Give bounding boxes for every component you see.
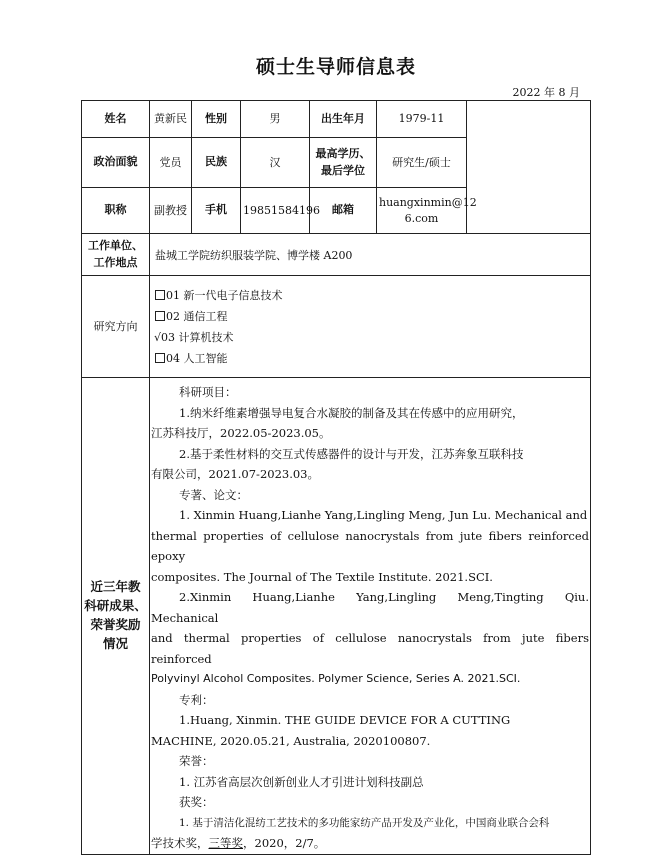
ethnicity-label: 民族 bbox=[192, 138, 241, 188]
research-option bbox=[152, 306, 588, 327]
research-option bbox=[152, 285, 588, 306]
education-value: 研究生/硕士 bbox=[377, 138, 467, 188]
paper-2-line1: 2.Xinmin Huang,Lianhe Yang,Lingling Meng,Tingting Qiu. Mechanical bbox=[151, 590, 589, 625]
patent-1-line1: 1.Huang, Xinmin. THE GUIDE DEVICE FOR A CUTTING bbox=[179, 713, 511, 727]
award-1-line1: 1. 基于清洁化混纺工艺技术的多功能家纺产品开发及产业化，中国商业联合会科 bbox=[179, 816, 550, 829]
email-line1: huangxinmin@12 bbox=[379, 196, 477, 210]
phone-label: 手机 bbox=[192, 188, 241, 234]
research-label: 研究方向 bbox=[82, 276, 150, 378]
awards-heading: 获奖： bbox=[179, 795, 214, 809]
name-label: 姓名 bbox=[82, 101, 150, 138]
award-level: 三等奖 bbox=[208, 836, 243, 850]
honor-1: 1. 江苏省高层次创新创业人才引进计划科技副总 bbox=[179, 774, 424, 789]
checkbox-empty-icon bbox=[155, 353, 165, 363]
patent-1-line2: MACHINE, 2020.05.21, Australia, 2020100807. bbox=[151, 733, 431, 748]
research-option-text: 01 新一代电子信息技术 bbox=[166, 288, 283, 302]
achievements-label-line3: 荣誉奖励 bbox=[90, 616, 141, 632]
workplace-label-line1: 工作单位、 bbox=[88, 239, 143, 252]
education-label bbox=[310, 138, 377, 188]
research-option-text: 04 人工智能 bbox=[166, 351, 228, 365]
document-title: 硕士生导师信息表 bbox=[255, 56, 416, 78]
gender-label: 性别 bbox=[192, 101, 241, 138]
title-value: 副教授 bbox=[150, 188, 192, 234]
gender-value: 男 bbox=[241, 101, 310, 138]
project-1-line2: 江苏科技厅，2022.05-2023.05。 bbox=[151, 426, 331, 440]
checkbox-empty-icon bbox=[155, 290, 165, 300]
paper-2-line2: and thermal properties of cellulose nanocrystals from jute fibers reinforced bbox=[151, 631, 589, 666]
papers-heading: 专著、论文： bbox=[179, 487, 248, 502]
paper-1-line1: 1. Xinmin Huang,Lianhe Yang,Lingling Meng, Jun Lu. Mechanical and bbox=[179, 508, 588, 522]
advisor-info-table bbox=[81, 100, 591, 855]
research-option bbox=[152, 348, 588, 369]
ethnicity-value: 汉 bbox=[241, 138, 310, 188]
document-date: 2022 年 8 月 bbox=[512, 86, 580, 99]
achievements-content bbox=[150, 378, 591, 855]
project-1-line1: 1.纳米纤维素增强导电复合水凝胶的制备及其在传感中的应用研究， bbox=[179, 405, 524, 420]
research-option-text: 03 计算机技术 bbox=[161, 330, 234, 344]
projects-heading: 科研项目： bbox=[179, 385, 237, 399]
achievements-label-line4: 情况 bbox=[102, 635, 128, 651]
award-1-text: 学技术奖， bbox=[151, 836, 209, 850]
award-1-tail: ，2020，2/7。 bbox=[243, 836, 326, 850]
politics-value: 党员 bbox=[150, 138, 192, 188]
email-line2: 6.com bbox=[404, 211, 439, 225]
achievements-label-line2: 科研成果、 bbox=[84, 598, 147, 613]
achievements-label-line1: 近三年教 bbox=[90, 579, 141, 595]
patents-heading: 专利： bbox=[179, 692, 214, 707]
email-value bbox=[377, 188, 477, 234]
workplace-label-line2: 工作地点 bbox=[93, 255, 138, 269]
paper-1-line2: thermal properties of cellulose nanocrystals from jute fibers reinforced epoxy bbox=[151, 528, 589, 563]
title-label: 职称 bbox=[82, 188, 150, 234]
checkbox-empty-icon bbox=[155, 311, 165, 321]
email-label: 邮箱 bbox=[310, 188, 377, 234]
phone-value: 19851584196 bbox=[241, 188, 310, 234]
research-option bbox=[152, 327, 588, 348]
research-option-text: 02 通信工程 bbox=[166, 309, 228, 323]
paper-2-line3: Polyvinyl Alcohol Composites. Polymer Science, Series A. 2021.SCI. bbox=[151, 672, 521, 685]
politics-label: 政治面貌 bbox=[82, 138, 150, 188]
research-options bbox=[150, 276, 591, 378]
photo-cell bbox=[467, 101, 591, 234]
workplace-label bbox=[82, 234, 150, 276]
checkmark-icon: √ bbox=[154, 330, 162, 344]
name-value: 黄新民 bbox=[150, 101, 192, 138]
education-label-line2: 最后学位 bbox=[321, 163, 365, 177]
paper-1-line3: composites. The Journal of The Textile Institute. 2021.SCI. bbox=[151, 569, 493, 584]
birth-value: 1979-11 bbox=[377, 101, 467, 138]
achievements-label bbox=[82, 378, 150, 855]
workplace-value: 盐城工学院纺织服装学院、博学楼 A200 bbox=[150, 234, 591, 276]
birth-label: 出生年月 bbox=[310, 101, 377, 138]
award-1-line2 bbox=[151, 833, 589, 854]
project-2-line1: 2.基于柔性材料的交互式传感器件的设计与开发，江苏奔象互联科技 bbox=[179, 446, 524, 461]
project-2-line2: 有限公司，2021.07-2023.03。 bbox=[151, 467, 319, 481]
education-label-line1: 最高学历、 bbox=[315, 147, 371, 160]
honors-heading: 荣誉： bbox=[179, 754, 214, 768]
